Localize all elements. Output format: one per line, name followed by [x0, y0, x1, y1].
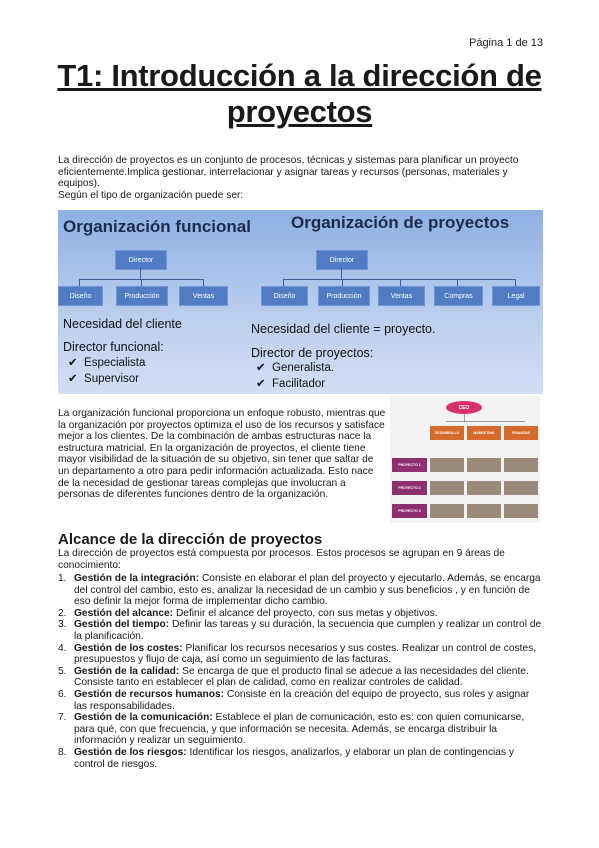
- intro-lead: Según el tipo de organización puede ser:: [58, 189, 244, 201]
- item-text: Planificar los recursos necesarios y sus costes. Realizar un control de costes, presupuestos y flujo de caja, así como un seguimiento de las facturas.: [74, 642, 537, 666]
- list-item: [58, 689, 543, 712]
- page-number: Página 1 de 13: [468, 37, 543, 49]
- functional-org-title: Organización funcional: [63, 217, 251, 236]
- item-text: Definir las tareas y su duración, la secuencia que cumplen y realizar un control de la planificación.: [74, 619, 542, 642]
- list-item: [58, 712, 543, 747]
- check-icon: ✔: [68, 373, 78, 385]
- project-director-label: Director de proyectos:: [251, 346, 374, 360]
- connector: [446, 421, 525, 422]
- organization-types-figure: [58, 210, 543, 394]
- item-number: 7.: [58, 712, 67, 724]
- project-unit-box: Legal: [492, 286, 540, 306]
- project-org-title: Organización de proyectos: [291, 213, 510, 232]
- trait-item: [68, 355, 145, 369]
- intro-text: La dirección de proyectos es un conjunto de procesos, técnicas y sistemas para planificar un proyecto eficientemente.Implica gestionar, interrelacionar y asignar tareas y recursos (personas, materiales y equipos).: [58, 155, 519, 190]
- item-number: 6.: [58, 688, 67, 700]
- connector: [141, 279, 142, 286]
- item-name: Gestión de la integración:: [74, 573, 200, 584]
- org-cell: [430, 458, 464, 472]
- item-text: Consiste en la creación del equipo de proyecto, sus roles y asignar las responsabilidades.: [74, 688, 530, 712]
- item-name: Gestión de los costes:: [74, 642, 183, 654]
- trait-item: [256, 376, 325, 390]
- trait-label: Generalista.: [272, 362, 335, 374]
- org-cell: [467, 481, 501, 495]
- item-number: 5.: [58, 665, 67, 677]
- list-item: [58, 643, 543, 666]
- check-icon: ✔: [68, 357, 78, 369]
- org-project: PROYECTO 1: [392, 458, 427, 472]
- connector: [457, 279, 458, 286]
- list-item: [58, 619, 543, 642]
- org-department: MARKETING: [467, 426, 501, 440]
- connector: [283, 279, 284, 286]
- trait-item: [256, 360, 334, 374]
- project-unit-box: Producción: [318, 286, 370, 306]
- connector: [283, 279, 515, 280]
- intro-paragraph: [58, 155, 538, 201]
- org-project: PROYECTO 3: [392, 504, 427, 518]
- org-cell: [430, 481, 464, 495]
- item-text: Establece el plan de comunicación, esto es: con quien comunicarse, para qué, con que frecuencia, y que información se necesita. Además, se encarga distribuir la información y realizar un seguimiento.: [74, 712, 525, 747]
- org-root: CEO: [446, 401, 482, 414]
- list-item: [58, 573, 543, 608]
- org-cell: [467, 458, 501, 472]
- functional-unit-box: Ventas: [179, 286, 228, 306]
- list-item: [58, 608, 543, 620]
- item-name: Gestión de recursos humanos:: [74, 688, 225, 700]
- item-number: 3.: [58, 619, 67, 631]
- org-department: FINANZAS: [504, 426, 538, 440]
- org-cell: [504, 481, 538, 495]
- connector: [342, 279, 343, 286]
- item-number: 8.: [58, 746, 67, 758]
- document-title: T1: Introducción a la dirección de proyectos: [57, 58, 542, 129]
- org-cell: [504, 504, 538, 518]
- functional-need: Necesidad del cliente: [63, 317, 182, 331]
- functional-director-label: Director funcional:: [63, 340, 164, 354]
- org-project: PROYECTO 2: [392, 481, 427, 495]
- item-number: 1.: [58, 573, 67, 584]
- list-item: [58, 666, 543, 689]
- item-text: Consiste en elaborar el plan del proyecto y ejecutarlo. Además, se encarga del control del cambio, esto es, analizar la necesidad de un cambio y sus beneficios , y en función de eso definir la mejor forma de implementar dicho cambio.: [74, 573, 541, 608]
- knowledge-areas-list: [58, 573, 543, 770]
- list-item: [58, 747, 543, 770]
- item-text: Se encarga de que el producto final se adecue a las necesidades del cliente. Consiste tanto en establecer el plan de calidad, como en realizar controles de calidad.: [74, 665, 529, 689]
- connector: [203, 279, 204, 286]
- check-icon: ✔: [256, 378, 266, 390]
- item-name: Gestión del alcance:: [74, 607, 174, 619]
- connector: [464, 414, 465, 421]
- item-name: Gestión del tiempo:: [74, 619, 170, 631]
- project-unit-box: Diseño: [261, 286, 308, 306]
- functional-unit-box: Diseño: [58, 286, 103, 306]
- org-cell: [467, 504, 501, 518]
- org-cell: [504, 458, 538, 472]
- connector: [515, 279, 516, 286]
- project-director-box: Director: [316, 250, 368, 270]
- item-number: 4.: [58, 642, 67, 654]
- project-unit-box: Ventas: [378, 286, 425, 306]
- project-need: Necesidad del cliente = proyecto.: [251, 322, 436, 336]
- org-department: DESARROLLO: [430, 426, 464, 440]
- item-number: 2.: [58, 607, 67, 619]
- project-unit-box: Compras: [434, 286, 483, 306]
- connector: [341, 268, 342, 279]
- trait-label: Supervisor: [84, 373, 139, 385]
- matrix-org-chart: [390, 396, 540, 523]
- section-intro: La dirección de proyectos está compuesta por procesos. Estos procesos se agrupan en 9 áreas de conocimiento:: [58, 548, 505, 571]
- functional-director-box: Director: [115, 250, 167, 270]
- item-name: Gestión de la comunicación:: [74, 712, 213, 724]
- connector: [79, 279, 80, 286]
- item-text: Definir el alcance del proyecto, con sus metas y objetivos.: [175, 607, 438, 619]
- connector: [140, 268, 141, 279]
- item-text: Identificar los riesgos, analizarlos, y elaborar un plan de contingencias y control de riesgos.: [74, 746, 514, 770]
- functional-unit-box: Producción: [116, 286, 168, 306]
- trait-label: Facilitador: [272, 378, 326, 390]
- org-cell: [430, 504, 464, 518]
- item-name: Gestión de los riesgos:: [74, 746, 187, 758]
- connector: [400, 279, 401, 286]
- trait-item: [68, 371, 139, 385]
- check-icon: ✔: [256, 362, 266, 374]
- item-name: Gestión de la calidad:: [74, 665, 180, 677]
- trait-label: Especialista: [84, 357, 146, 369]
- organization-paragraph: La organización funcional proporciona un enfoque robusto, mientras que la organización por proyectos optimiza el uso de los recursos y satisface mejor a los clientes. De la combinación de ambas estructuras nace la estructura matricial. En la organización de proyectos, el cliente tiene mayor visibilidad de la situación de su objetivo, sin tener que saltar de un departamento a otro para pedir información actualizada. Esto nace de la necesidad de gestionar tareas complejas que involucran a personas de diferentes funciones dentro de la organización.: [58, 408, 386, 501]
- section-title: Alcance de la dirección de proyectos: [58, 531, 323, 548]
